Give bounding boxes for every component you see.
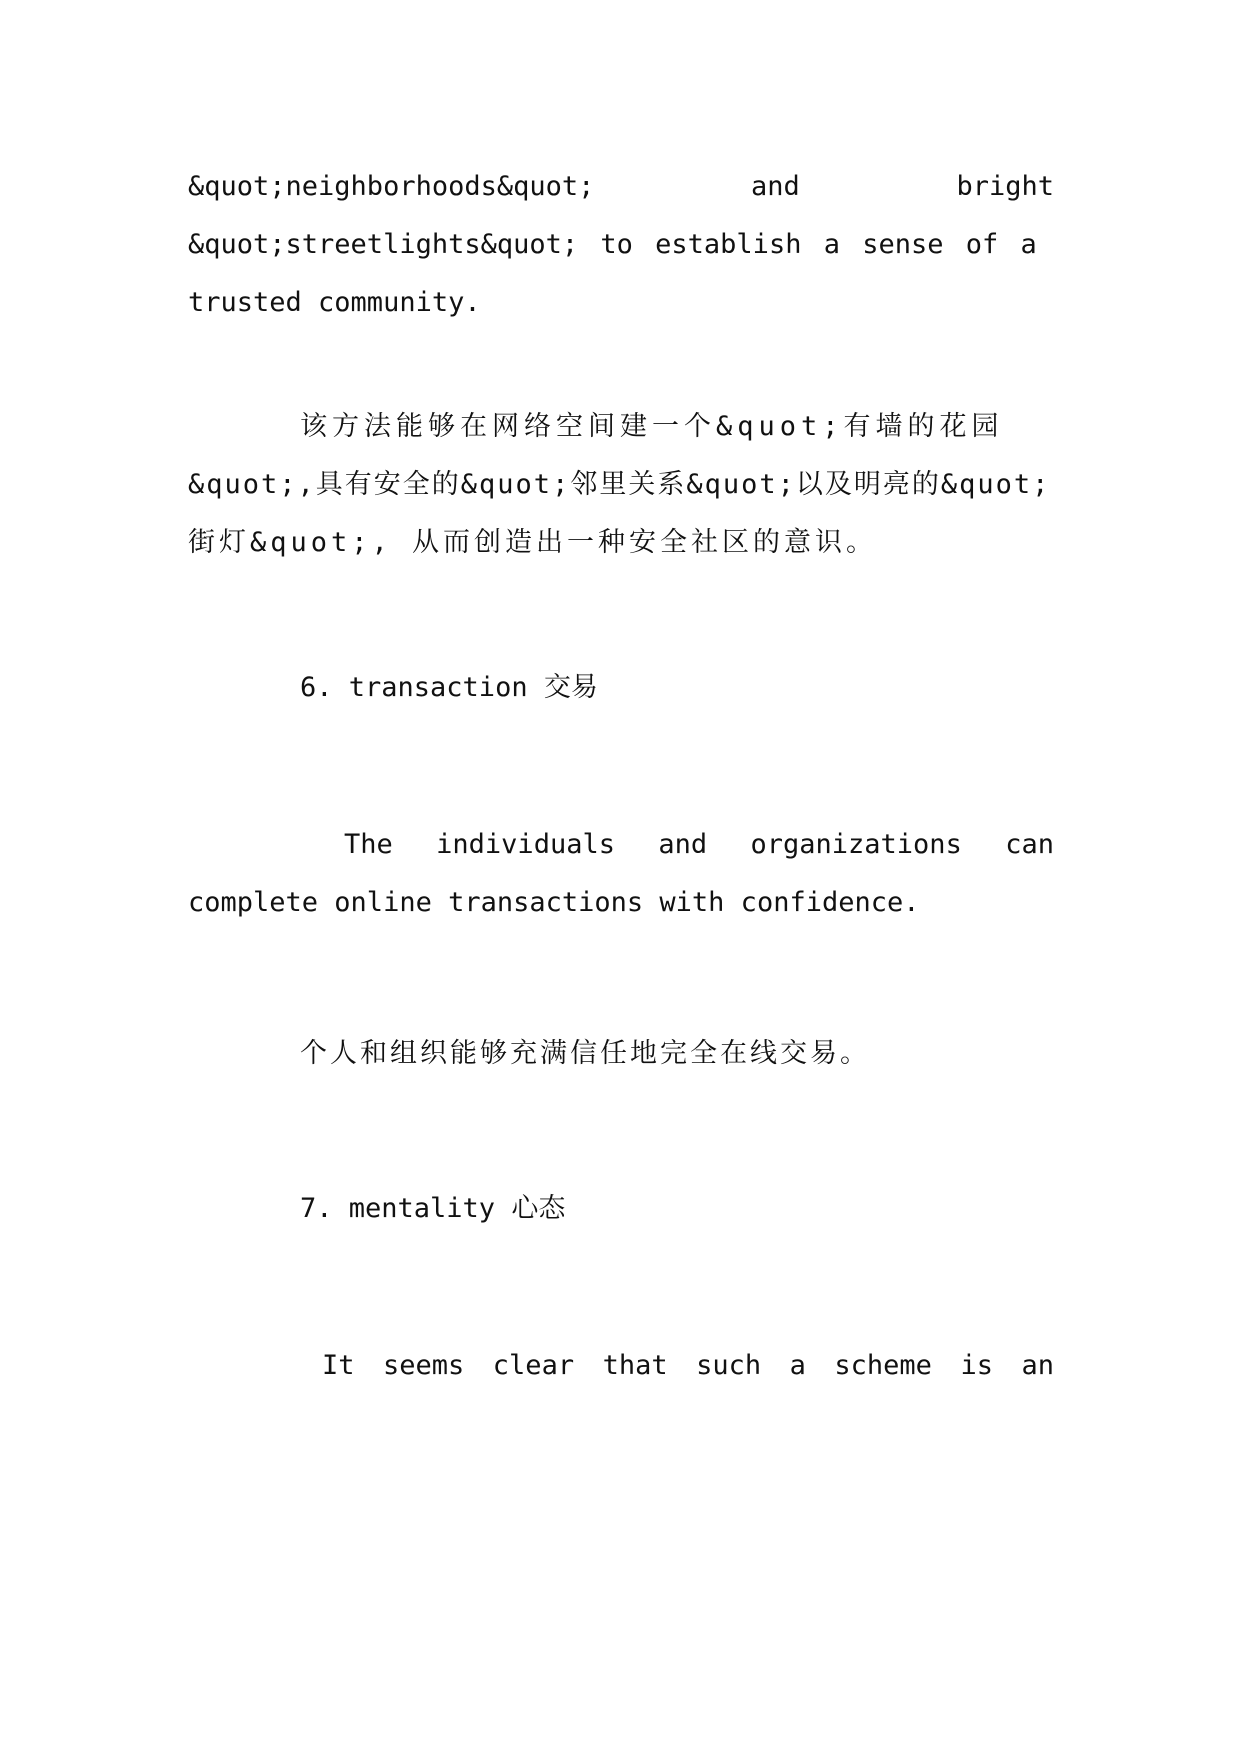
paragraph-english-2	[188, 816, 1054, 932]
word: The	[344, 829, 393, 860]
word: and	[751, 171, 800, 202]
paragraph-line: &quot;streetlights&quot; to establish a sense of a	[188, 229, 1037, 260]
word: clear	[492, 1350, 575, 1381]
heading-transaction	[188, 659, 1054, 717]
word: individuals	[436, 829, 615, 860]
word: is	[960, 1350, 993, 1381]
word: a	[789, 1350, 806, 1381]
word: &quot;neighborhoods&quot;	[188, 171, 595, 202]
paragraph-line	[188, 1337, 1054, 1395]
paragraph-line: &quot;,具有安全的&quot;邻里关系&quot;以及明亮的&quot;	[188, 469, 1051, 500]
paragraph-line: complete online transactions with confidence.	[188, 887, 920, 918]
section-heading: 7. mentality 心态	[300, 1193, 566, 1224]
word: and	[658, 829, 708, 860]
word: can	[1005, 829, 1054, 860]
word: that	[602, 1350, 668, 1381]
word: scheme	[834, 1350, 932, 1381]
paragraph-line	[188, 816, 1054, 874]
paragraph-line: 个人和组织能够充满信任地完全在线交易。	[300, 1038, 870, 1069]
word: It	[322, 1350, 355, 1381]
word: seems	[383, 1350, 465, 1381]
paragraph-line: trusted community.	[188, 287, 481, 318]
word: such	[696, 1350, 762, 1381]
paragraph-english-1	[188, 158, 1054, 332]
word: an	[1021, 1350, 1054, 1381]
heading-mentality	[188, 1180, 1054, 1238]
paragraph-english-3	[188, 1337, 1054, 1395]
paragraph-line: 该方法能够在网络空间建一个&quot;有墙的花园	[300, 411, 1004, 442]
word: organizations	[750, 829, 962, 860]
paragraph-chinese-2	[188, 1025, 1054, 1083]
paragraph-line	[188, 158, 1054, 216]
paragraph-line: 街灯&quot;, 从而创造出一种安全社区的意识。	[188, 527, 878, 558]
word: bright	[956, 171, 1054, 202]
paragraph-chinese-1	[188, 398, 1054, 572]
section-heading: 6. transaction 交易	[300, 672, 598, 703]
